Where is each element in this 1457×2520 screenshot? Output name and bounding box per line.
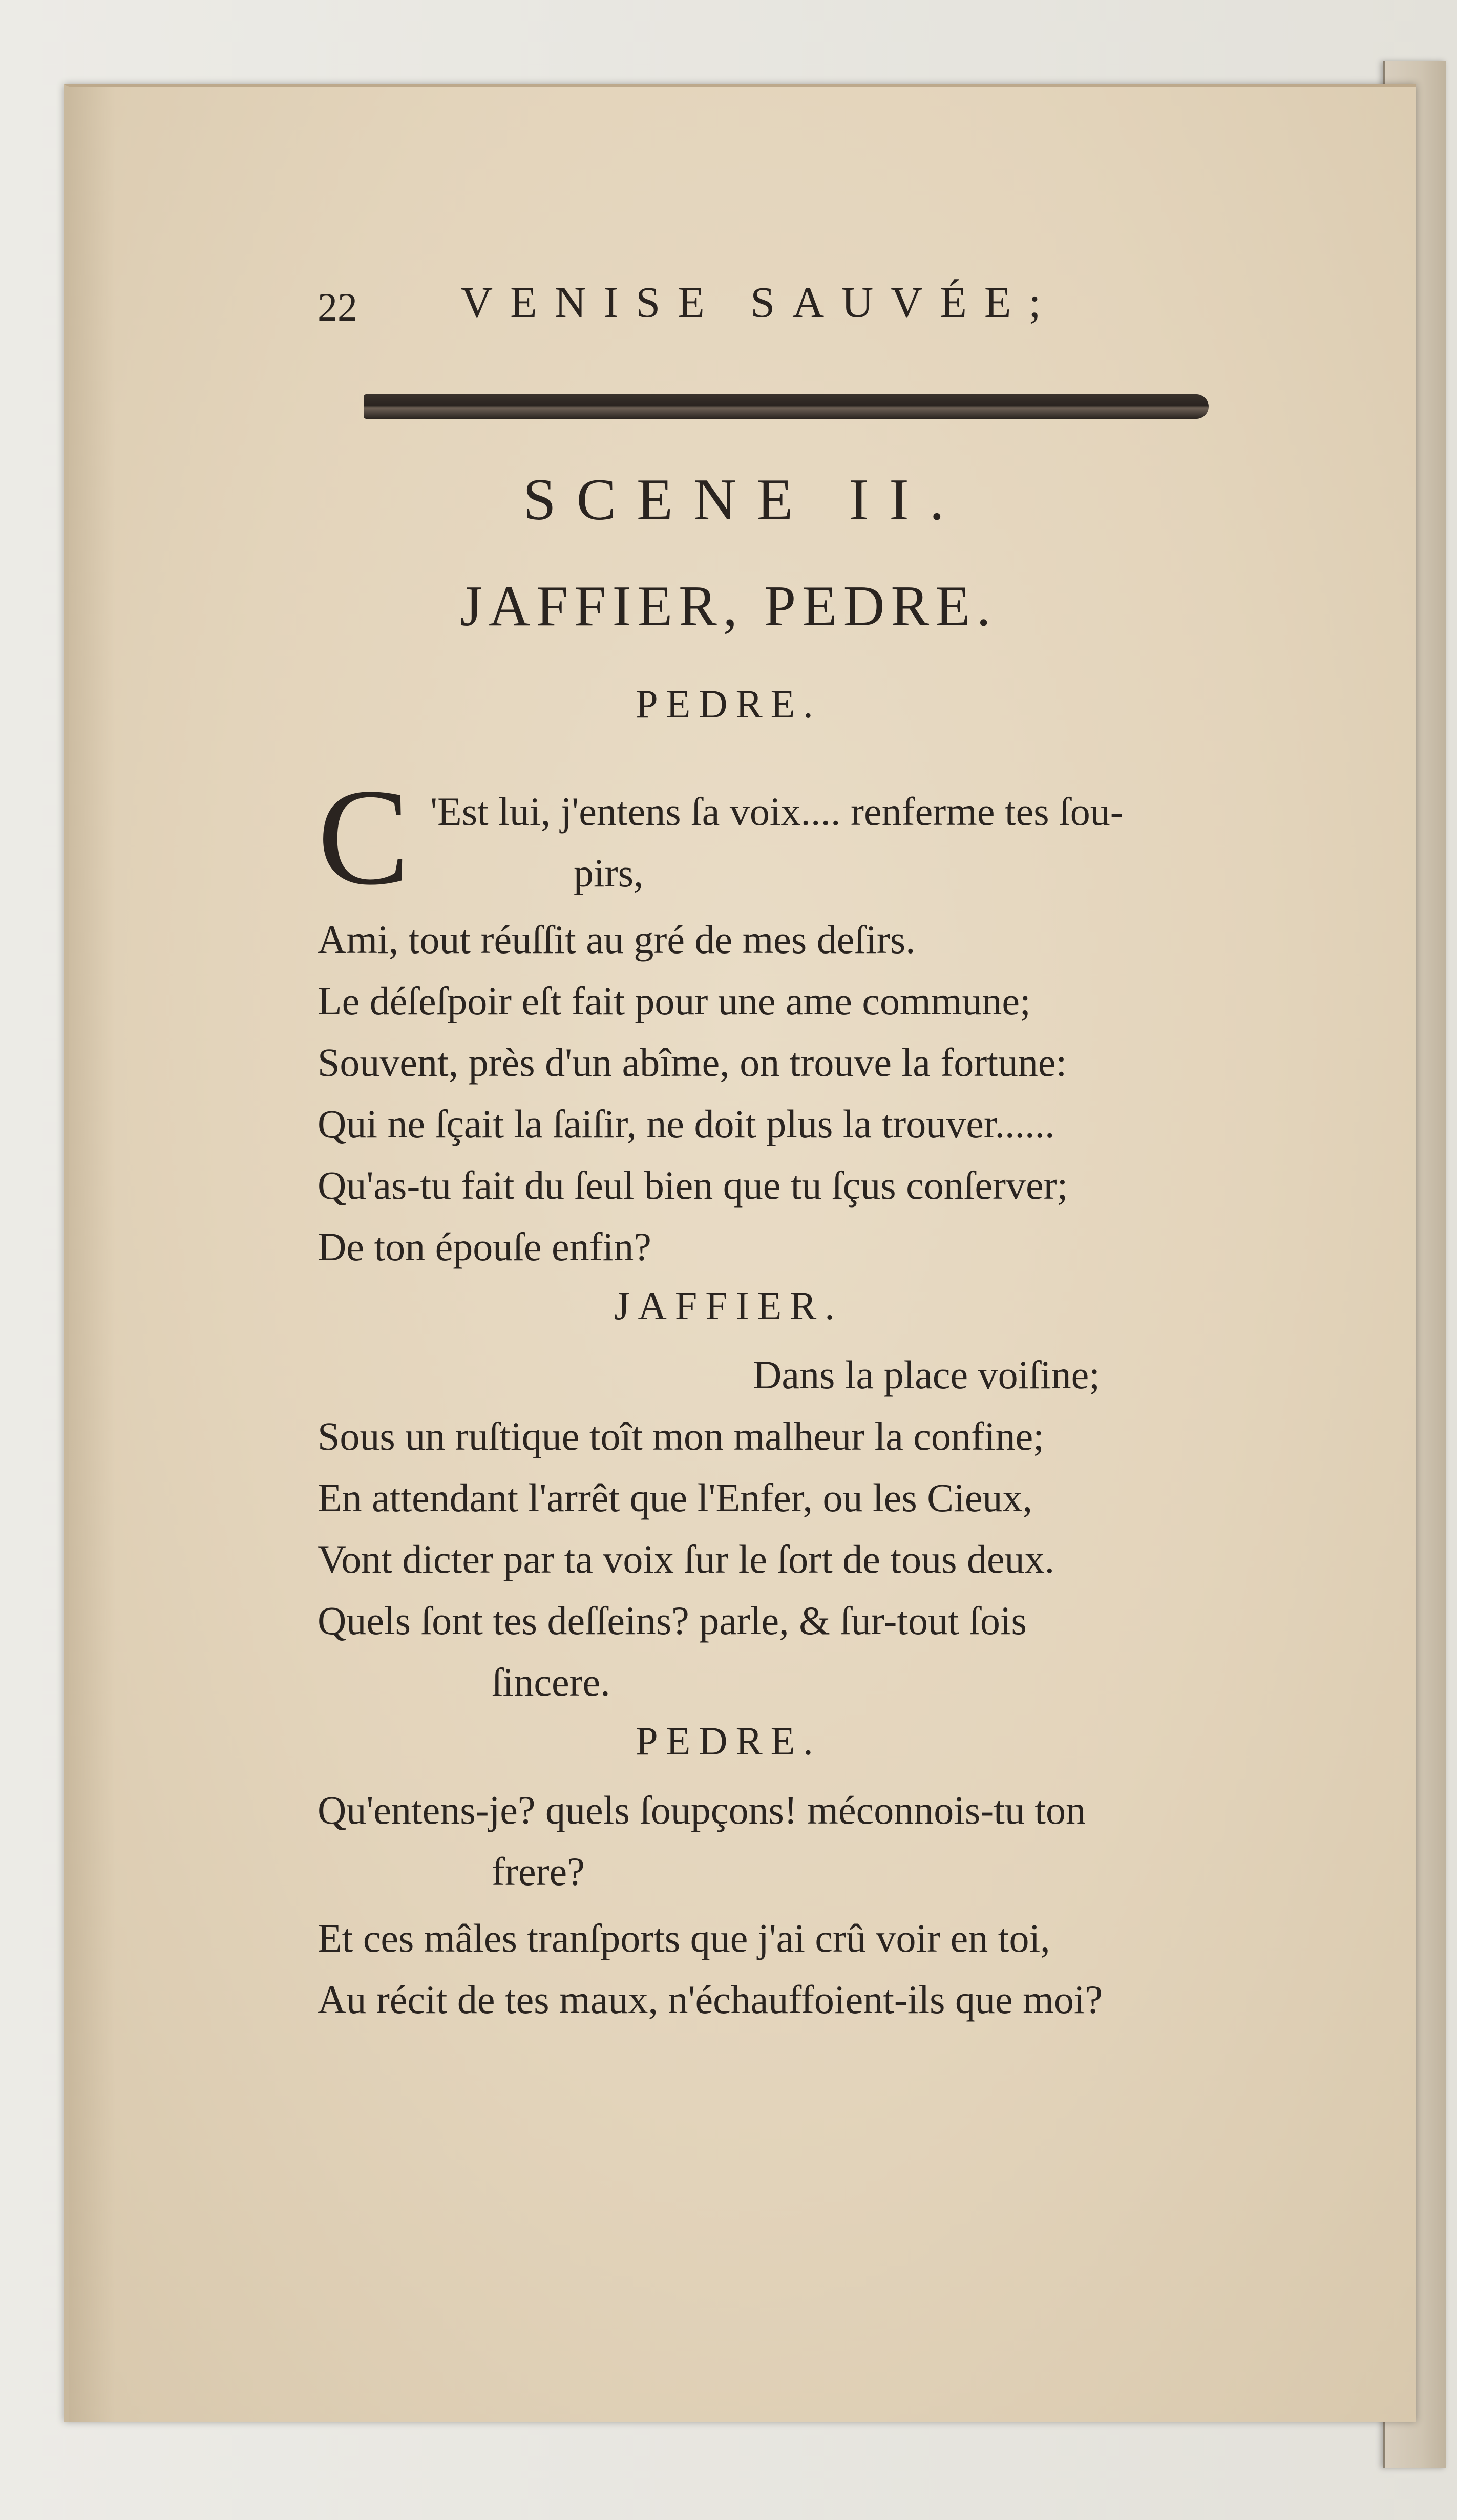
verse-line: Ami, tout réuſſit au gré de mes deſirs. xyxy=(318,917,916,962)
verse-line: Qui ne ſçait la ſaiſir, ne doit plus la trouver...... xyxy=(318,1102,1055,1146)
verse-line: Qu'entens-je? quels ſoupçons! méconnois-tu ton xyxy=(318,1788,1086,1832)
verse-line: Vont dicter par ta voix ſur le ſort de tous deux. xyxy=(318,1537,1055,1581)
verse-line: Souvent, près d'un abîme, on trouve la fortune: xyxy=(318,1040,1067,1085)
verse-line: Et ces mâles tranſports que j'ai crû voir en toi, xyxy=(318,1916,1050,1960)
verse-line: Au récit de tes maux, n'échauffoient-ils que moi? xyxy=(318,1977,1103,2022)
verse-line: frere? xyxy=(492,1849,585,1894)
verse-line: ſincere. xyxy=(492,1660,610,1704)
book-page xyxy=(64,84,1416,2422)
verse-line: En attendant l'arrêt que l'Enfer, ou les Cieux, xyxy=(318,1475,1033,1520)
scene-title: SCENE II. xyxy=(523,467,965,533)
speaker-name: PEDRE. xyxy=(636,1719,821,1763)
verse-line: pirs, xyxy=(574,851,644,895)
drop-cap: C xyxy=(318,760,410,914)
verse-line: De ton épouſe enfin? xyxy=(318,1224,651,1269)
scene-characters: JAFFIER, PEDRE. xyxy=(460,575,997,638)
verse-line: Sous un ruſtique toît mon malheur la confine; xyxy=(318,1414,1044,1458)
running-title: VENISE SAUVÉE; xyxy=(461,278,1059,327)
speaker-name: JAFFIER. xyxy=(614,1283,843,1328)
verse-line: 'Est lui, j'entens ſa voix.... renferme tes ſou- xyxy=(430,789,1124,834)
page-number: 22 xyxy=(318,285,357,329)
verse-line: Dans la place voiſine; xyxy=(753,1352,1100,1397)
verse-line: Qu'as-tu fait du ſeul bien que tu ſçus conſerver; xyxy=(318,1163,1068,1208)
ornamental-rule xyxy=(364,394,1209,419)
verse-line: Le déſeſpoir eſt fait pour une ame commune; xyxy=(318,979,1031,1023)
verse-line: Quels ſont tes deſſeins? parle, & ſur-tout ſois xyxy=(318,1598,1027,1643)
speaker-name: PEDRE. xyxy=(636,682,821,726)
